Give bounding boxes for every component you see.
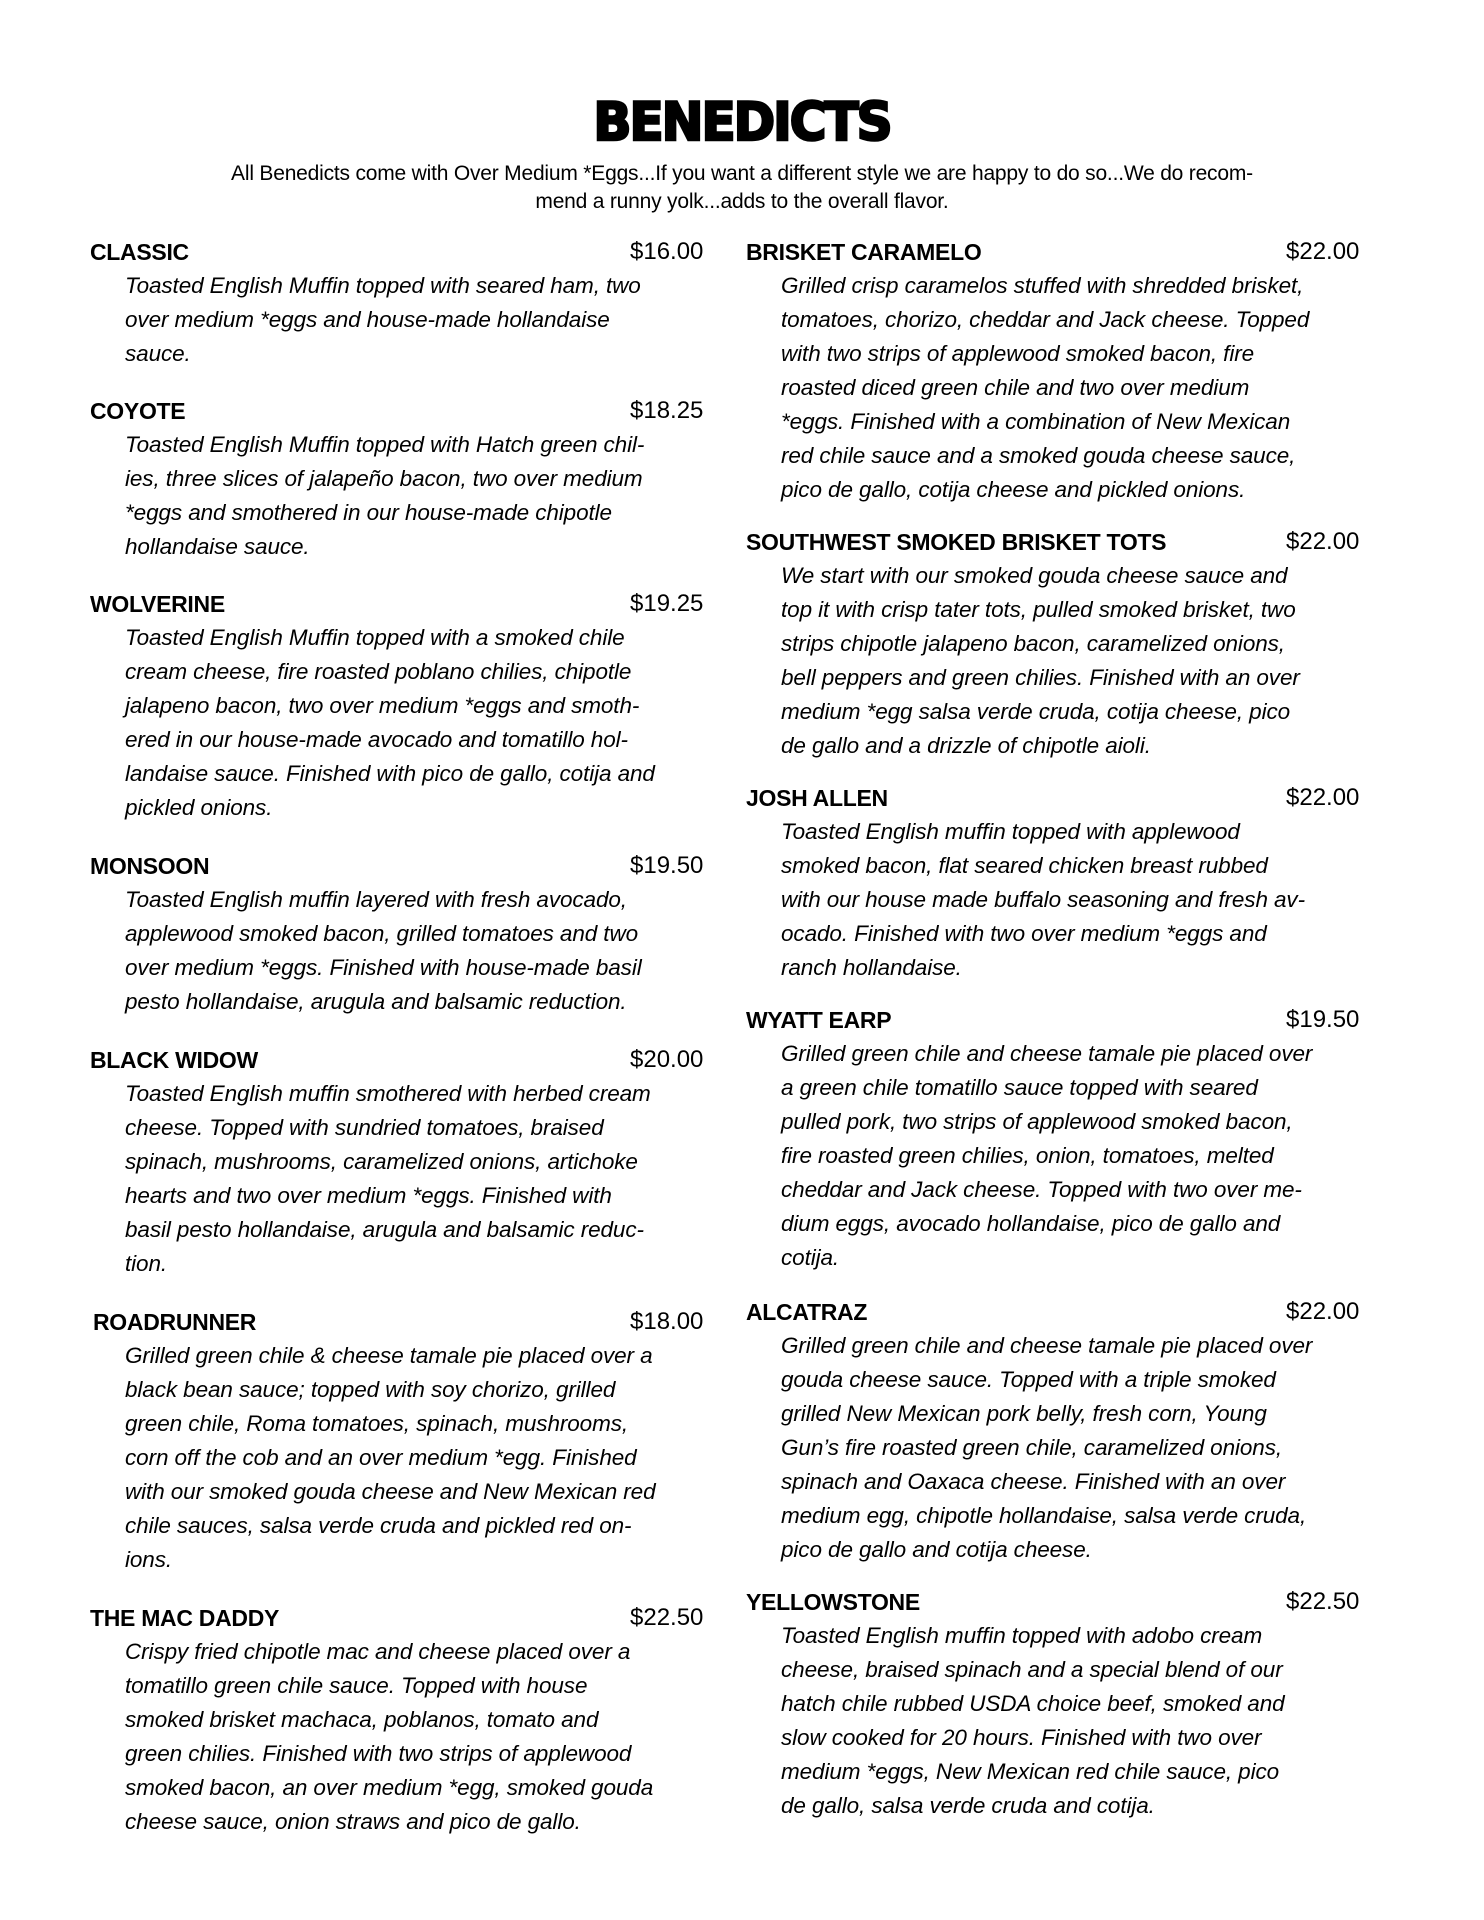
item-price: $19.25 bbox=[630, 590, 704, 617]
menu-item-yellowstone bbox=[746, 1585, 1386, 1823]
menu-item-southwest-smoked-brisket-tots bbox=[746, 525, 1386, 763]
menu-item-wolverine bbox=[90, 587, 730, 825]
item-description: Toasted English muffin smothered with herbed cream cheese. Topped with sundried tomatoes, braised spinach, mushrooms, caramelized onions, artichoke hearts and two over medium *eggs. Finished with basil pesto hollandaise, arugula and balsamic reduc- tion. bbox=[125, 1081, 651, 1276]
menu-item-brisket-caramelo bbox=[746, 235, 1386, 507]
item-header bbox=[746, 235, 1386, 269]
item-header bbox=[90, 849, 730, 883]
item-header bbox=[746, 1295, 1386, 1329]
item-name: ROADRUNNER bbox=[93, 1309, 257, 1335]
item-header bbox=[90, 587, 730, 621]
item-description: Grilled green chile and cheese tamale pie placed over a green chile tomatillo sauce topped with seared pulled pork, two strips of applewood smoked bacon, fire roasted green chilies, onion, tomatoes, melted cheddar and Jack cheese. Topped with two over me- dium eggs, avocado hollandaise, pico de gallo and cotija. bbox=[781, 1041, 1313, 1270]
page-title: BENEDICTS bbox=[593, 91, 891, 153]
item-description: Toasted English muffin layered with fresh avocado, applewood smoked bacon, grilled tomatoes and two over medium *eggs. Finished with house-made basil pesto hollandaise, arugula and balsamic reduction. bbox=[125, 887, 642, 1014]
item-price: $20.00 bbox=[630, 1046, 704, 1073]
item-name: THE MAC DADDY bbox=[90, 1605, 280, 1631]
item-description: Toasted English muffin topped with adobo cream cheese, braised spinach and a special blend of our hatch chile rubbed USDA choice beef, smoked and slow cooked for 20 hours. Finished with two over medium *eggs, New Mexican red chile sauce, pico de gallo, salsa verde cruda and cotija. bbox=[781, 1623, 1285, 1818]
item-price: $22.00 bbox=[1286, 784, 1360, 811]
item-price: $18.25 bbox=[630, 397, 704, 424]
item-header bbox=[90, 235, 730, 269]
menu-item-monsoon bbox=[90, 849, 730, 1019]
menu-item-josh-allen bbox=[746, 781, 1386, 985]
item-name: YELLOWSTONE bbox=[746, 1589, 920, 1615]
item-description: Toasted English muffin topped with applewood smoked bacon, flat seared chicken breast rubbed with our house made buffalo seasoning and fresh av- ocado. Finished with two over medium *eggs and ranch hollandaise. bbox=[781, 819, 1305, 980]
item-price: $22.50 bbox=[630, 1604, 704, 1631]
item-description: Crispy fried chipotle mac and cheese placed over a tomatillo green chile sauce. Topped with house smoked brisket machaca, poblanos, tomato and green chilies. Finished with two strips of applewood smoked bacon, an over medium *egg, smoked gouda cheese sauce, onion straws and pico de gallo. bbox=[125, 1639, 654, 1834]
item-name: JOSH ALLEN bbox=[746, 785, 888, 811]
menu-item-alcatraz bbox=[746, 1295, 1386, 1567]
item-description: Toasted English Muffin topped with Hatch green chil- ies, three slices of jalapeño bacon, two over medium *eggs and smothered in our house-made chipotle hollandaise sauce. bbox=[125, 432, 645, 559]
item-header bbox=[746, 1003, 1386, 1037]
item-name: ALCATRAZ bbox=[746, 1299, 868, 1325]
item-name: BLACK WIDOW bbox=[90, 1047, 258, 1073]
item-description: We start with our smoked gouda cheese sauce and top it with crisp tater tots, pulled smoked brisket, two strips chipotle jalapeno bacon, caramelized onions, bell peppers and green chilies. Finished with an over medium *egg salsa verde cruda, cotija cheese, pico de gallo and a drizzle of chipotle aioli. bbox=[781, 563, 1300, 758]
intro-text: All Benedicts come with Over Medium *Eggs...If you want a different style we are happy to do so...We do recom- mend a runny yolk...adds to the overall flavor. bbox=[231, 162, 1253, 213]
item-name: WOLVERINE bbox=[90, 591, 225, 617]
menu-item-the-mac-daddy bbox=[90, 1601, 730, 1839]
item-name: BRISKET CARAMELO bbox=[746, 239, 982, 265]
item-name: CLASSIC bbox=[90, 239, 189, 265]
menu-item-roadrunner bbox=[90, 1305, 730, 1577]
item-name: COYOTE bbox=[90, 398, 186, 424]
item-header bbox=[746, 781, 1386, 815]
item-header bbox=[90, 1601, 730, 1635]
menu-item-black-widow bbox=[90, 1043, 730, 1281]
item-name: SOUTHWEST SMOKED BRISKET TOTS bbox=[746, 529, 1167, 555]
item-description: Toasted English Muffin topped with seared ham, two over medium *eggs and house-made hollandaise sauce. bbox=[125, 273, 641, 366]
item-header bbox=[90, 394, 730, 428]
item-price: $22.00 bbox=[1286, 1298, 1360, 1325]
menu-item-coyote bbox=[90, 394, 730, 564]
item-price: $22.00 bbox=[1286, 528, 1360, 555]
item-price: $22.00 bbox=[1286, 238, 1360, 265]
item-name: MONSOON bbox=[90, 853, 210, 879]
item-price: $16.00 bbox=[630, 238, 704, 265]
item-price: $22.50 bbox=[1286, 1588, 1360, 1615]
menu-item-wyatt-earp bbox=[746, 1003, 1386, 1275]
item-header bbox=[746, 525, 1386, 559]
item-header bbox=[90, 1043, 730, 1077]
item-header bbox=[90, 1305, 730, 1339]
item-price: $18.00 bbox=[630, 1308, 704, 1335]
item-price: $19.50 bbox=[1286, 1006, 1360, 1033]
item-description: Toasted English Muffin topped with a smoked chile cream cheese, fire roasted poblano chilies, chipotle jalapeno bacon, two over medium *eggs and smoth- ered in our house-made avocado and tomatillo hol- landaise sauce. Finished with pico de gallo, cotija and pickled onions. bbox=[125, 625, 655, 820]
item-name: WYATT EARP bbox=[746, 1007, 892, 1033]
item-description: Grilled green chile & cheese tamale pie placed over a black bean sauce; topped with soy chorizo, grilled green chile, Roma tomatoes, spinach, mushrooms, corn off the cob and an over medium *egg. Finished with our smoked gouda cheese and New Mexican red chile sauces, salsa verde cruda and pickled red on- ions. bbox=[125, 1343, 656, 1572]
item-description: Grilled crisp caramelos stuffed with shredded brisket, tomatoes, chorizo, cheddar and Jack cheese. Topped with two strips of applewood smoked bacon, fire roasted diced green chile and two over medium *eggs. Finished with a combination of New Mexican red chile sauce and a smoked gouda cheese sauce, pico de gallo, cotija cheese and pickled onions. bbox=[781, 273, 1310, 502]
item-price: $19.50 bbox=[630, 852, 704, 879]
item-description: Grilled green chile and cheese tamale pie placed over gouda cheese sauce. Topped with a triple smoked grilled New Mexican pork belly, fresh corn, Young Gun’s fire roasted green chile, caramelized onions, spinach and Oaxaca cheese. Finished with an over medium egg, chipotle hollandaise, salsa verde cruda, pico de gallo and cotija cheese. bbox=[781, 1333, 1313, 1562]
menu-item-classic bbox=[90, 235, 730, 371]
item-header bbox=[746, 1585, 1386, 1619]
